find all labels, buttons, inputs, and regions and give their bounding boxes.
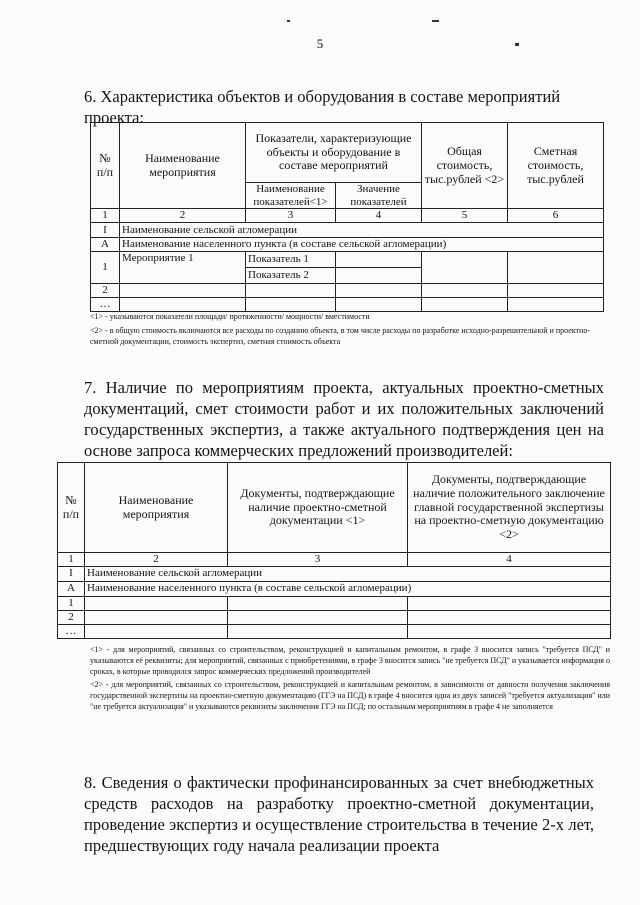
col-header-indicators: Показатели, характеризующие объекты и оборудование в составе мероприятий xyxy=(246,123,422,183)
table-row xyxy=(91,222,604,237)
row-number: 1 xyxy=(91,251,120,283)
column-number: 3 xyxy=(246,209,336,223)
indicator-name: Показатель 2 xyxy=(246,267,336,283)
table-row xyxy=(58,581,611,596)
row-number: I xyxy=(91,222,120,237)
row-number: А xyxy=(91,237,120,251)
design-estimate-docs-table xyxy=(57,462,611,639)
agglomeration-name: Наименование сельской агломерации xyxy=(120,222,604,237)
table-row xyxy=(58,596,611,610)
row-number: А xyxy=(58,581,85,596)
column-numbers-row xyxy=(91,209,604,223)
column-number: 1 xyxy=(91,209,120,223)
scan-speck xyxy=(287,20,290,22)
column-number: 4 xyxy=(408,553,611,567)
footnote: <2> - в общую стоимость включаются все расходы по созданию объекта, в том числе расходы по разработке исходно-разрешительной и проектно-сметной документации, стоимость экспертиз, сметная стоимость объекта xyxy=(90,326,590,346)
section-8-heading: 8. Сведения о фактически профинансированных за счет внебюджетных средств расходов на разработку проектно-сметной документации, проведение экспертиз и осуществление строительства в течение 2-х лет, предшествующих году начала реализации проекта xyxy=(84,773,594,855)
row-number: … xyxy=(58,624,85,638)
column-numbers-row xyxy=(58,553,611,567)
row-number: … xyxy=(91,297,120,311)
column-number: 5 xyxy=(422,209,508,223)
footnote: <2> - для мероприятий, связанных со строительством, реконструкцией и капитальным ремонтом, в зависимости от давности получения заключения государственной экспертизы на проектно-сметную документацию (ГГЭ на ПСД) в графе 4 вносится одна из двух записей "требуется актуализация" или "не требуется актуализация" и указываются реквизиты заключения ГГЭ на ПСД; по остальным мероприятиям в графе 4 не заполняется xyxy=(90,680,610,711)
column-number: 4 xyxy=(336,209,422,223)
activity-name: Мероприятие 1 xyxy=(120,251,246,283)
table-row xyxy=(91,297,604,311)
column-number: 6 xyxy=(508,209,604,223)
indicator-name: Показатель 1 xyxy=(246,251,336,267)
col-header-estimate-cost: Сметная стоимость, тыс.рублей xyxy=(508,123,604,209)
col-header-number: № п/п xyxy=(58,463,85,553)
settlement-name: Наименование населенного пункта (в составе сельской агломерации) xyxy=(85,581,611,596)
row-number: I xyxy=(58,566,85,581)
objects-equipment-table xyxy=(90,122,604,312)
col-header-name: Наименование мероприятия xyxy=(120,123,246,209)
table-row xyxy=(58,624,611,638)
section-6-notes xyxy=(90,311,602,347)
estimate-cost-cell xyxy=(508,251,604,283)
col-header-number: № п/п xyxy=(91,123,120,209)
sub-header-indicator-value: Значение показателей xyxy=(336,183,422,209)
indicator-value xyxy=(336,251,422,267)
col-header-design-docs: Документы, подтверждающие наличие проектно-сметной документации <1> xyxy=(228,463,408,553)
table-row xyxy=(91,283,604,297)
settlement-name: Наименование населенного пункта (в составе сельской агломерации) xyxy=(120,237,604,251)
table-row xyxy=(91,251,604,267)
row-number: 2 xyxy=(58,610,85,624)
agglomeration-name: Наименование сельской агломерации xyxy=(85,566,611,581)
column-number: 2 xyxy=(120,209,246,223)
row-number: 1 xyxy=(58,596,85,610)
scan-speck xyxy=(515,43,519,46)
col-header-name: Наименование мероприятия xyxy=(85,463,228,553)
row-number: 2 xyxy=(91,283,120,297)
column-number: 3 xyxy=(228,553,408,567)
col-header-total-cost: Общая стоимость, тыс.рублей <2> xyxy=(422,123,508,209)
scan-speck xyxy=(432,20,439,22)
section-6-heading: 6. Характеристика объектов и оборудования в составе мероприятий проекта: xyxy=(84,87,561,127)
indicator-value xyxy=(336,267,422,283)
col-header-expert-conclusion: Документы, подтверждающие наличие положительного заключение главной государственной экспертизы на проектно-сметную документацию <2> xyxy=(408,463,611,553)
page-number: 5 xyxy=(316,36,324,51)
table-row xyxy=(91,237,604,251)
sub-header-indicator-name: Наименование показателей<1> xyxy=(246,183,336,209)
total-cost-cell xyxy=(422,251,508,283)
table-row xyxy=(58,610,611,624)
column-number: 1 xyxy=(58,553,85,567)
column-number: 2 xyxy=(85,553,228,567)
section-7-heading: 7. Наличие по мероприятиям проекта, актуальных проектно-сметных документаций, смет стоимости работ и их положительных заключений государственных экспертиз, а также актуального подтверждения цен на основе запроса коммерческих предложений производителей: xyxy=(84,378,604,460)
table-row xyxy=(58,566,611,581)
section-7-notes xyxy=(90,644,610,712)
footnote: <1> - указываются показатели площади/ протяженности/ мощности/ вместимости xyxy=(90,312,370,321)
footnote: <1> - для мероприятий, связанных со строительством, реконструкцией и капитальным ремонтом, в графе 3 вносится запись "требуется ПСД" и указываются её реквизиты; для мероприятий, связанных с приобретениями, в графе 3 вносится запись "не требуется ПСД" и указывается информация о сроках, в которые проводился запрос коммерческих предложений производителей xyxy=(90,645,610,676)
